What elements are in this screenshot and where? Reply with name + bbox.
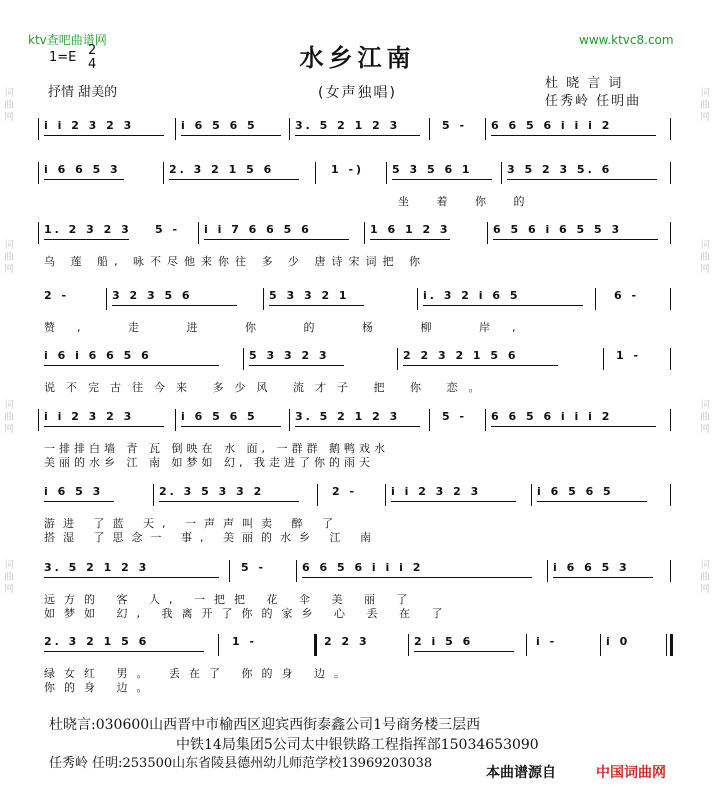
measure: 2 2 3 — [324, 635, 370, 648]
footer-address-composer: 任秀岭 任明:253500山东省陵县德州幼儿师范学校13969203038 — [49, 756, 433, 771]
measure: 3 5 2 3 5. 6 — [507, 163, 613, 176]
score-system — [38, 348, 678, 406]
measure: i i 7 6 6 5 6 — [204, 223, 312, 236]
site-url: www.ktvc8.com — [579, 33, 674, 47]
lyric-line-1: 一排排白墙 青 瓦 倒映在 水 面, 一群群 鹅鸭戏水 — [44, 442, 389, 455]
watermark-left: 词曲网 — [4, 88, 14, 123]
measure: 1. 2 3 2 3 — [44, 223, 132, 236]
lyric-line-1: 远方的 客 人, 一把把 花 伞 美 丽 了 — [44, 593, 417, 606]
measure: i 6 i 6 6 5 6 — [44, 349, 152, 362]
measure: 5 3 5 6 1 — [392, 163, 473, 176]
measure: 6 6 5 6 i i i 2 — [302, 561, 424, 574]
measure: i 0 — [606, 635, 631, 648]
measure: 5 - — [442, 410, 468, 423]
footer-address-lyricist-2: 中铁14局集团5公司太中银铁路工程指挥部15034653090 — [176, 737, 539, 753]
brand-logo-text: 中国词曲网 — [596, 765, 666, 781]
measure: 2 2 3 2 1 5 6 — [403, 349, 519, 362]
lyricist-credit: 杜 晓 言 词 — [545, 76, 624, 91]
measure: i 6 5 6 5 — [181, 410, 258, 423]
lyric-line-2: 如梦如 幻, 我离开了你的家乡 心 丢 在 了 — [44, 607, 452, 620]
tempo-marking: 抒情 甜美的 — [48, 85, 118, 100]
watermark-left: 词曲网 — [4, 240, 14, 275]
watermark-left: 词曲网 — [4, 400, 14, 435]
measure: i i 2 3 2 3 — [391, 485, 482, 498]
lyric-line-1: 坐 着 你 的 — [398, 195, 537, 208]
measure: i 6 6 5 3 — [44, 163, 121, 176]
measure: 6 6 5 6 i i i 2 — [491, 410, 613, 423]
measure: 2. 3 2 1 5 6 — [169, 163, 275, 176]
measure: 3 2 3 5 6 — [112, 289, 193, 302]
measure: 5 3 3 2 1 — [269, 289, 350, 302]
score-system — [38, 560, 678, 618]
measure: i 6 5 3 — [44, 485, 104, 498]
lyric-line-2: 你的身 边。 — [44, 681, 157, 694]
measure: 5 - — [241, 561, 267, 574]
measure: i i 2 3 2 3 — [44, 410, 135, 423]
measure: 6 5 6 i 6 5 5 3 — [493, 223, 623, 236]
lyric-line-2: 美丽的水乡 江 南 如梦如 幻, 我走进了你的雨天 — [44, 456, 374, 469]
measure: 5 - — [155, 223, 181, 236]
time-signature-bottom: 4 — [88, 57, 97, 72]
song-subtitle: (女声独唱) — [318, 85, 397, 101]
measure: 2. 3 5 3 3 2 — [159, 485, 265, 498]
lyric-line-1: 赞, 走 进 你 的 杨 柳 岸, — [44, 321, 538, 334]
lyric-line-1: 绿女红 男。 丢在了 你的身 边。 — [44, 667, 354, 680]
source-label: 本曲谱源自 — [486, 765, 556, 781]
measure: i - — [536, 635, 558, 648]
measure: i 6 5 6 5 — [537, 485, 614, 498]
watermark-right: 词曲网 — [700, 88, 710, 123]
watermark-left: 词曲网 — [4, 560, 14, 595]
measure: 3. 5 2 1 2 3 — [295, 119, 401, 132]
lyric-line-1: 游进 了蓝 天, 一声声叫卖 醉 了 — [44, 517, 341, 530]
watermark-right: 词曲网 — [700, 560, 710, 595]
key-signature: 1=E — [49, 50, 77, 65]
measure: 5 3 3 2 3 — [249, 349, 330, 362]
score-system — [38, 484, 678, 542]
measure: 1 - — [232, 635, 258, 648]
score-system — [38, 162, 678, 220]
score-system — [38, 288, 678, 346]
measure: 6 - — [614, 289, 640, 302]
watermark-right: 词曲网 — [700, 240, 710, 275]
measure: 3. 5 2 1 2 3 — [44, 561, 150, 574]
measure: 2 - — [332, 485, 358, 498]
lyric-line-2: 搭湿 了思念一 事, 美丽的水乡 江 南 — [44, 531, 379, 544]
measure: 2 - — [44, 289, 70, 302]
measure: i 6 6 5 3 — [553, 561, 630, 574]
footer-address-lyricist: 杜晓言:030600山西晋中市榆西区迎宾西街泰鑫公司1号商务楼三层西 — [49, 717, 481, 733]
score-system — [38, 222, 678, 280]
measure: 1 - — [616, 349, 642, 362]
watermark-right: 词曲网 — [700, 400, 710, 435]
measure: 3. 5 2 1 2 3 — [295, 410, 401, 423]
measure: 5 - — [442, 119, 468, 132]
measure: 1 6 1 2 3 — [370, 223, 451, 236]
measure: i i 2 3 2 3 — [44, 119, 135, 132]
song-title: 水乡江南 — [299, 43, 416, 72]
lyric-line-1: 乌 莲 船, 咏不尽他来你往 多 少 唐诗宋词把 你 — [44, 255, 426, 268]
time-signature-top: 2 — [88, 43, 97, 58]
score-system — [38, 409, 678, 467]
measure: 1 -) — [331, 163, 365, 176]
measure: i 6 5 6 5 — [181, 119, 258, 132]
composer-credit: 任秀岭 任明曲 — [545, 94, 642, 109]
site-logo-text: ktv查吧曲谱网 — [28, 33, 107, 47]
lyric-line-1: 说不完古往今来 多少风 流才子 把 你 恋。 — [44, 381, 491, 394]
measure: 2. 3 2 1 5 6 — [44, 635, 150, 648]
measure: 2 i 5 6 — [414, 635, 474, 648]
score-system — [38, 634, 678, 692]
measure: i. 3 2 i 6 5 — [423, 289, 521, 302]
measure: 6 6 5 6 i i i 2 — [491, 119, 613, 132]
